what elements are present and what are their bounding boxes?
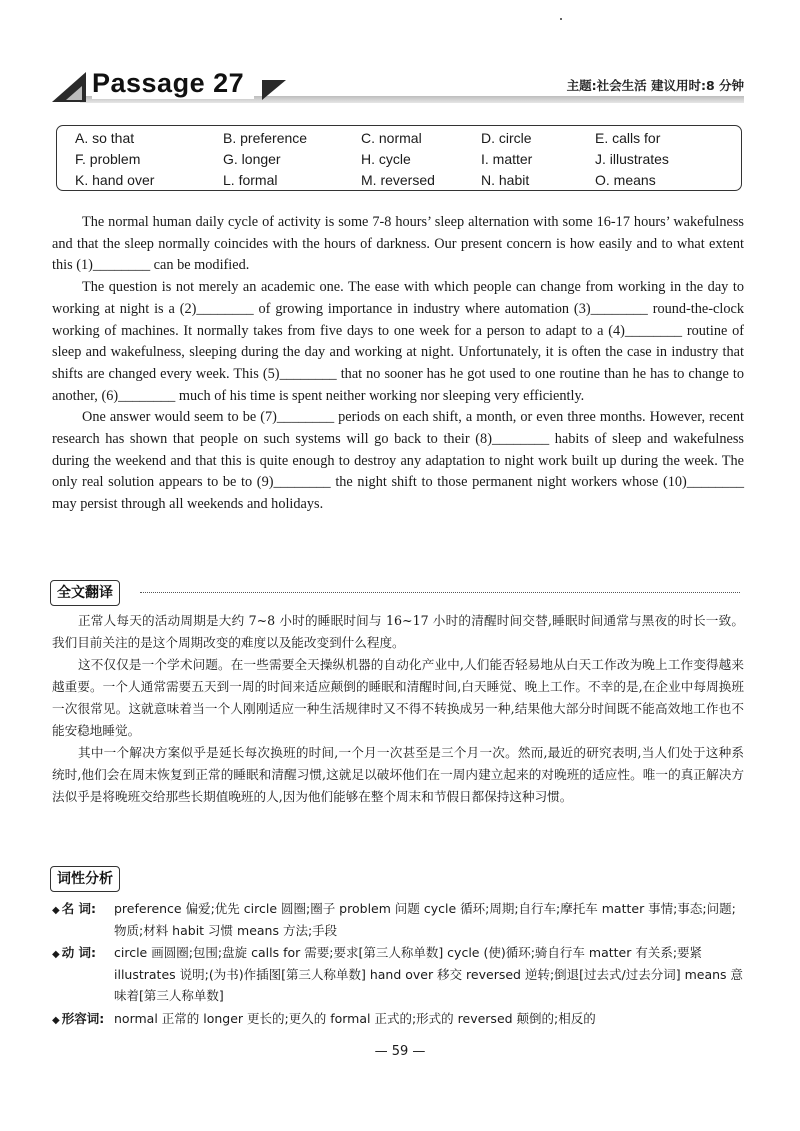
translation-paragraph-3: 其中一个解决方案似乎是延长每次换班的时间,一个月一次甚至是三个月一次。然而,最近的研究表明,当人们处于这种系统时,他们会在周末恢复到正常的睡眠和清醒习惯,这就足以破坏他们在一周内建立起来的对晚班的适应性。唯一的真正解决方法似乎是将晚班交给那些长期值晚班的人,因为他们能够在整个周末和节假日都保持这种习惯。 (52, 745, 744, 804)
analysis-noun-text: preference 偏爱;优先 circle 圆圈;圈子 problem 问题 cycle 循环;周期;自行车;摩托车 matter 事情;事态;问题;物质;材料 habit 习惯 means 方法;手段 (114, 901, 736, 938)
translation-text (52, 610, 744, 808)
passage-title: Passage 27 (92, 68, 254, 99)
analysis-heading: 词性分析 (50, 866, 120, 892)
page-number: — 59 — (374, 1044, 426, 1059)
option-c: C. normal (361, 130, 422, 146)
option-n: N. habit (481, 172, 530, 188)
analysis-verb-text: circle 画圆圈;包围;盘旋 calls for 需要;要求[第三人称单数] cycle (使)循环;骑自行车 matter 有关系;要紧 illustrates 说明;(为书)作插图[第三人称单数] hand over 移交 reversed 逆转;倒退[过去式/过去分词] means 意味着[第三人称单数] (114, 945, 744, 1003)
analysis-list (52, 898, 744, 1030)
option-i: I. matter (481, 151, 533, 167)
translation-paragraph-1: 正常人每天的活动周期是大约 7~8 小时的睡眠时间与 16~17 小时的清醒时间交替,睡眠时间通常与黑夜的时长一致。我们目前关注的是这个周期改变的难度以及能改变到什么程度。 (52, 613, 744, 650)
diamond-icon: ◆ (52, 949, 60, 960)
triangle-right-icon (262, 80, 286, 100)
option-g: G. longer (223, 151, 281, 167)
option-d: D. circle (481, 130, 532, 146)
translation-heading: 全文翻译 (50, 580, 120, 606)
option-h: H. cycle (361, 151, 411, 167)
translation-divider (140, 592, 740, 593)
passage-header (52, 68, 744, 110)
analysis-verb-label: ◆ 动 词: (52, 945, 97, 960)
translation-paragraph-2: 这不仅仅是一个学术问题。在一些需要全天操纵机器的自动化产业中,人们能否轻易地从白天工作改为晚上工作变得越来越重要。一个人通常需要五天到一周的时间来适应颠倒的睡眠和清醒时间,白天睡觉、晚上工作。不幸的是,在企业中每周换班一次很常见。这就意味着当一个人刚刚适应一种生活规律时又不得不转换成另一种,结果他大部分时间既不能高效地工作也不能安稳地睡觉。 (52, 657, 744, 738)
option-o: O. means (595, 172, 656, 188)
passage-paragraph-1: The normal human daily cycle of activity is some 7-8 hours’ sleep alternation with some 16-17 hours’ wakefulness and that the sleep normally coincides with the hours of darkness. Our present concern is how easily and to what extent this (1)________ can be modified. (52, 214, 744, 274)
header-meta: 主题:社会生活 建议用时:8 分钟 (559, 76, 744, 94)
passage-paragraph-2: The question is not merely an academic one. The ease with which people can change from working in the day to working at night is a (2)________ of growing importance in industry where automation (3)________ round-the-clock working of machines. It normally takes from five days to one week for a person to adapt to a (4)________ routine of sleep and wakefulness, sleeping during the day and working at night. Unfortunately, it is often the case in industry that shifts are changed every week. This (5)________ that no sooner has he got used to one routine than he has to change to another, (6)________ much of his time is spent neither working nor sleeping very efficiently. (52, 279, 744, 404)
analysis-noun (52, 898, 744, 941)
option-k: K. hand over (75, 172, 155, 188)
option-l: L. formal (223, 172, 278, 188)
diamond-icon: ◆ (52, 905, 60, 916)
diamond-icon: ◆ (52, 1014, 60, 1026)
option-b: B. preference (223, 130, 308, 146)
option-m: M. reversed (361, 172, 435, 188)
analysis-adj-text: normal 正常的 longer 更长的;更久的 formal 正式的;形式的 reversed 颠倒的;相反的 (114, 1010, 596, 1026)
analysis-noun-label: ◆ 名 词: (52, 901, 97, 916)
option-f: F. problem (75, 151, 141, 167)
option-j: J. illustrates (595, 151, 669, 167)
scan-speck (560, 18, 562, 20)
analysis-verb (52, 942, 744, 1007)
analysis-adj-label: ◆ 形容词: (52, 1010, 105, 1026)
option-e: E. calls for (595, 130, 661, 146)
option-a: A. so that (75, 130, 135, 146)
word-bank (56, 125, 742, 191)
analysis-adj (52, 1008, 744, 1030)
passage-paragraph-3: One answer would seem to be (7)________ periods on each shift, a month, or even three months. However, recent research has shown that people on such systems will go back to their (8)________ habits of sleep and wakefulness during the weekend and that this is quite enough to destroy any adaptation to night work built up during the week. The only real solution appears to be to (9)________ the night shift to those permanent night workers whose (10)________ may persist through all weekends and holidays. (52, 409, 744, 513)
triangle-left-inner-icon (66, 86, 82, 100)
passage-text (52, 212, 744, 516)
